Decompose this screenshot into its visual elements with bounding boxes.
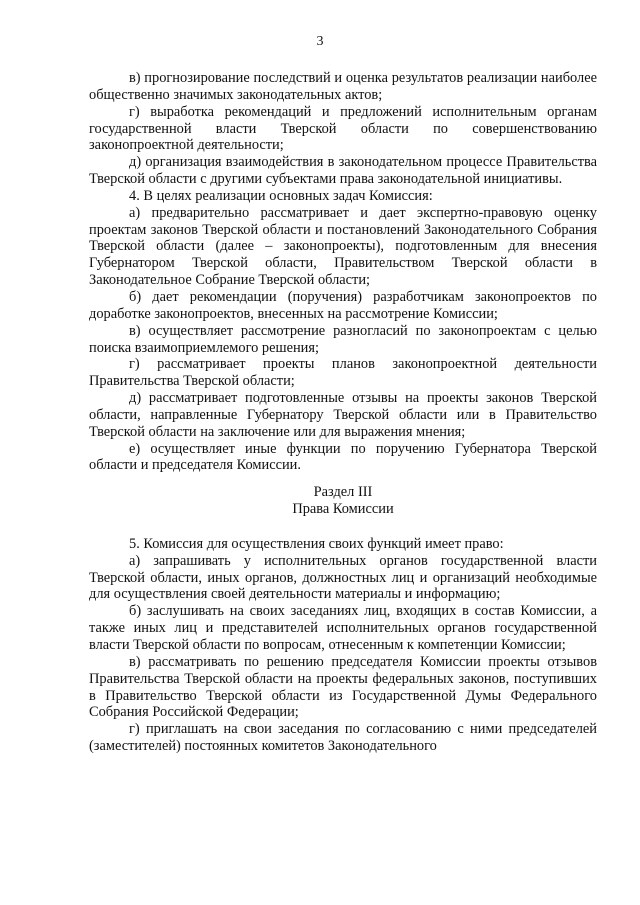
paragraph: г) приглашать на свои заседания по согласованию с ними председателей (заместителей) постоянных комитетов Законодательного <box>89 721 597 755</box>
paragraph: в) прогнозирование последствий и оценка результатов реализации наиболее общественно значимых законодательных актов; <box>89 70 597 103</box>
paragraph: д) рассматривает подготовленные отзывы на проекты законов Тверской области, направленные Губернатору Тверской области или в Правительство Тверской области на заключение или для выражения мнения; <box>89 390 597 440</box>
paragraph: 4. В целях реализации основных задач Комиссия: <box>129 187 433 204</box>
paragraph: г) выработка рекомендаций и предложений исполнительным органам государственной власти Тверской области по совершенствованию законопроектной деятельности; <box>89 103 597 154</box>
section-title: Права Комиссии <box>292 501 394 518</box>
paragraph: д) организация взаимодействия в законодательном процессе Правительства Тверской области с другими субъектами права законодательной инициативы. <box>89 154 597 188</box>
paragraph: г) рассматривает проекты планов законопроектной деятельности Правительства Тверской области; <box>89 356 597 390</box>
paragraph: в) осуществляет рассмотрение разногласий по законопроектам с целью поиска взаимоприемлемого решения; <box>89 322 597 356</box>
paragraph: 5. Комиссия для осуществления своих функций имеет право: <box>129 535 504 552</box>
paragraph: б) дает рекомендации (поручения) разработчикам законопроектов по доработке законопроектов, внесенных на рассмотрение Комиссии; <box>89 288 597 322</box>
section-number: Раздел III <box>313 484 373 501</box>
paragraph: а) предварительно рассматривает и дает экспертно-правовую оценку проектам законов Тверской области и постановлений Законодательного Собрания Тверской области (далее – законопроекты), подготовленным для внесения Губернатором Тверской области, Правительством Тверской области в Законодательное Собрание Тверской области; <box>89 204 597 289</box>
paragraph: а) запрашивать у исполнительных органов государственной власти Тверской области, иных органов, должностных лиц и организаций необходимые для осуществления своей деятельности материалы и информацию; <box>89 552 597 603</box>
document-body <box>89 70 597 755</box>
paragraph: е) осуществляет иные функции по поручению Губернатора Тверской области и председателя Комиссии. <box>89 440 597 474</box>
paragraph: в) рассматривать по решению председателя Комиссии проекты отзывов Правительства Тверской области на проекты федеральных законов, поступивших в Правительство Тверской области из Государственной Думы Федерального Собрания Российской Федерации; <box>89 653 597 721</box>
paragraph: б) заслушивать на своих заседаниях лиц, входящих в состав Комиссии, а также иных лиц и представителей исполнительных органов государственной власти Тверской области по вопросам, отнесенным к компетенции Комиссии; <box>89 603 597 653</box>
page-number: 3 <box>316 34 324 49</box>
